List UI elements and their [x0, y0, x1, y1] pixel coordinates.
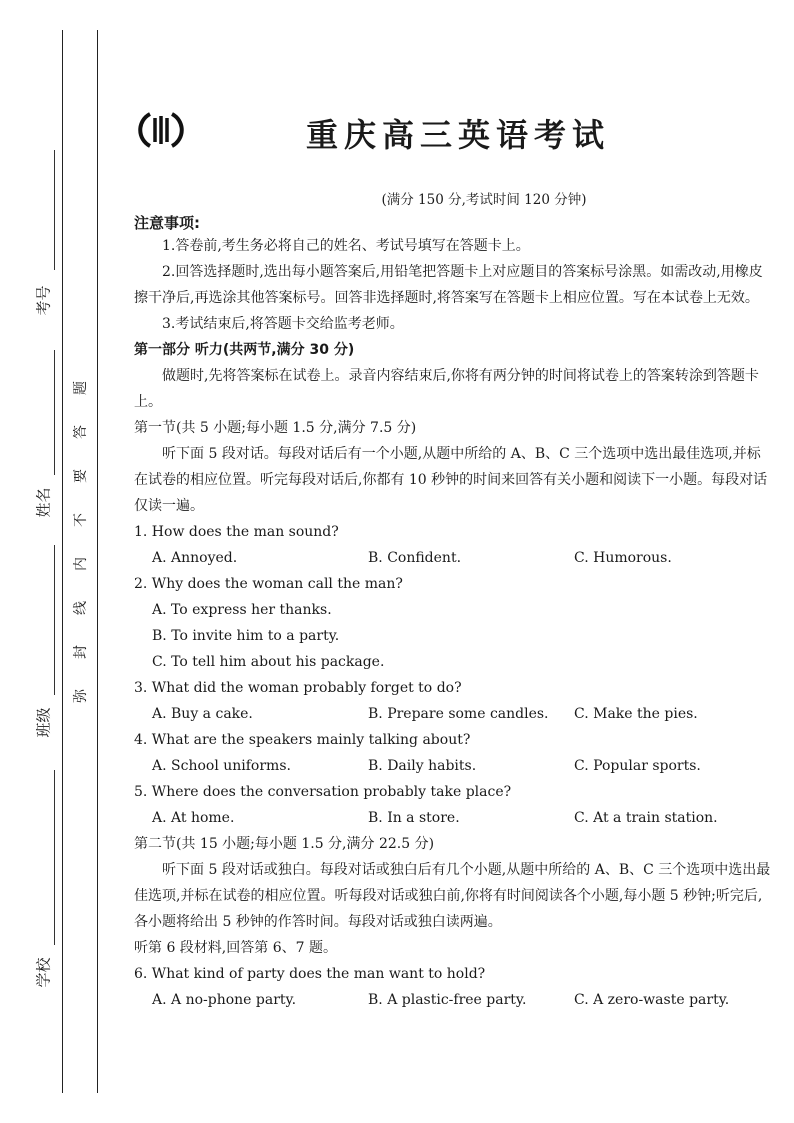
school-label: 学校	[34, 957, 53, 988]
question-5-options	[134, 805, 774, 831]
note-item: 2.回答选择题时,选出每小题答案后,用铅笔把答题卡上对应题目的答案标号涂黑。如需改动,用橡皮擦干净后,再选涂其他答案标号。回答非选择题时,将答案写在答题卡上相应位置。写在本试卷上无效。	[134, 264, 763, 306]
notes-heading: 注意事项:	[134, 214, 200, 232]
section1-title: 第一节(共 5 小题;每小题 1.5 分,满分 7.5 分)	[134, 420, 417, 436]
question-6: 6. What kind of party does the man want to hold?	[134, 966, 486, 982]
margin-line-outer	[62, 30, 63, 1093]
seal-line-text	[66, 378, 94, 706]
margin-line-inner	[97, 30, 98, 1093]
question-4: 4. What are the speakers mainly talking about?	[134, 732, 471, 748]
seal-char: 封	[73, 645, 89, 659]
page-title: 重庆高三英语考试	[306, 116, 611, 154]
option-c[interactable]: C. A zero-waste party.	[574, 992, 730, 1008]
question-2: 2. Why does the woman call the man?	[134, 576, 403, 592]
question-6-options	[134, 987, 774, 1013]
section2-intro: 听下面 5 段对话或独白。每段对话或独白后有几个小题,从题中所给的 A、B、C 三个选项中选出最佳选项,并标在试卷的相应位置。听每段对话或独白前,你将有时间阅读各个小题,每小题 5 秒钟;听完后,各小题将给出 5 秒钟的作答时间。每段对话或独白读两遍。	[134, 862, 771, 930]
option-a[interactable]: A. School uniforms.	[152, 758, 291, 774]
school-field[interactable]	[54, 770, 55, 945]
question-3-options	[134, 701, 774, 727]
option-b[interactable]: B. Confident.	[368, 550, 462, 566]
option-c[interactable]: C. Humorous.	[574, 550, 672, 566]
option-a[interactable]: A. A no-phone party.	[152, 992, 297, 1008]
publisher-logo-icon	[138, 110, 184, 150]
binding-margin	[0, 0, 110, 1123]
section2-title: 第二节(共 15 小题;每小题 1.5 分,满分 22.5 分)	[134, 836, 435, 852]
seal-char: 不	[73, 513, 89, 527]
option-a[interactable]: A. To express her thanks.	[152, 602, 332, 618]
option-c[interactable]: C. At a train station.	[574, 810, 718, 826]
class-label: 班级	[34, 707, 53, 738]
part1-intro: 做题时,先将答案标在试卷上。录音内容结束后,你将有两分钟的时间将试卷上的答案转涂到答题卡上。	[134, 368, 759, 410]
note-item: 1.答卷前,考生务必将自己的姓名、考试号填写在答题卡上。	[162, 238, 530, 254]
option-a[interactable]: A. At home.	[152, 810, 235, 826]
exam-paper	[134, 100, 774, 1013]
option-a[interactable]: A. Annoyed.	[152, 550, 238, 566]
seal-char: 内	[73, 557, 89, 571]
question-3: 3. What did the woman probably forget to do?	[134, 680, 462, 696]
option-b[interactable]: B. In a store.	[368, 810, 460, 826]
exam-no-label: 考号	[34, 285, 53, 316]
name-field[interactable]	[54, 350, 55, 475]
seal-char: 题	[73, 381, 89, 395]
material-instruction: 听第 6 段材料,回答第 6、7 题。	[134, 940, 337, 956]
option-c[interactable]: C. Popular sports.	[574, 758, 701, 774]
paper-header	[134, 100, 774, 170]
note-item: 3.考试结束后,将答题卡交给监考老师。	[162, 316, 404, 332]
exam-info: (满分 150 分,考试时间 120 分钟)	[381, 192, 587, 208]
question-1-options	[134, 545, 774, 571]
option-b[interactable]: B. Prepare some candles.	[368, 706, 549, 722]
question-4-options	[134, 753, 774, 779]
option-b[interactable]: B. Daily habits.	[368, 758, 477, 774]
option-c[interactable]: C. To tell him about his package.	[152, 654, 385, 670]
option-b[interactable]: B. A plastic-free party.	[368, 992, 527, 1008]
seal-char: 要	[73, 469, 89, 483]
seal-char: 答	[73, 425, 89, 439]
class-field[interactable]	[54, 545, 55, 695]
option-a[interactable]: A. Buy a cake.	[152, 706, 253, 722]
question-5: 5. Where does the conversation probably take place?	[134, 784, 512, 800]
section1-intro: 听下面 5 段对话。每段对话后有一个小题,从题中所给的 A、B、C 三个选项中选出最佳选项,并标在试卷的相应位置。听完每段对话后,你都有 10 秒钟的时间来回答有关小题和阅读下一小题。每段对话仅读一遍。	[134, 446, 768, 514]
option-c[interactable]: C. Make the pies.	[574, 706, 698, 722]
exam-no-field[interactable]	[54, 150, 55, 270]
name-label: 姓名	[34, 487, 53, 518]
seal-char: 线	[73, 601, 89, 615]
part1-title: 第一部分 听力(共两节,满分 30 分)	[134, 342, 355, 358]
seal-char: 弥	[73, 689, 89, 703]
option-b[interactable]: B. To invite him to a party.	[152, 628, 340, 644]
question-1: 1. How does the man sound?	[134, 524, 339, 540]
